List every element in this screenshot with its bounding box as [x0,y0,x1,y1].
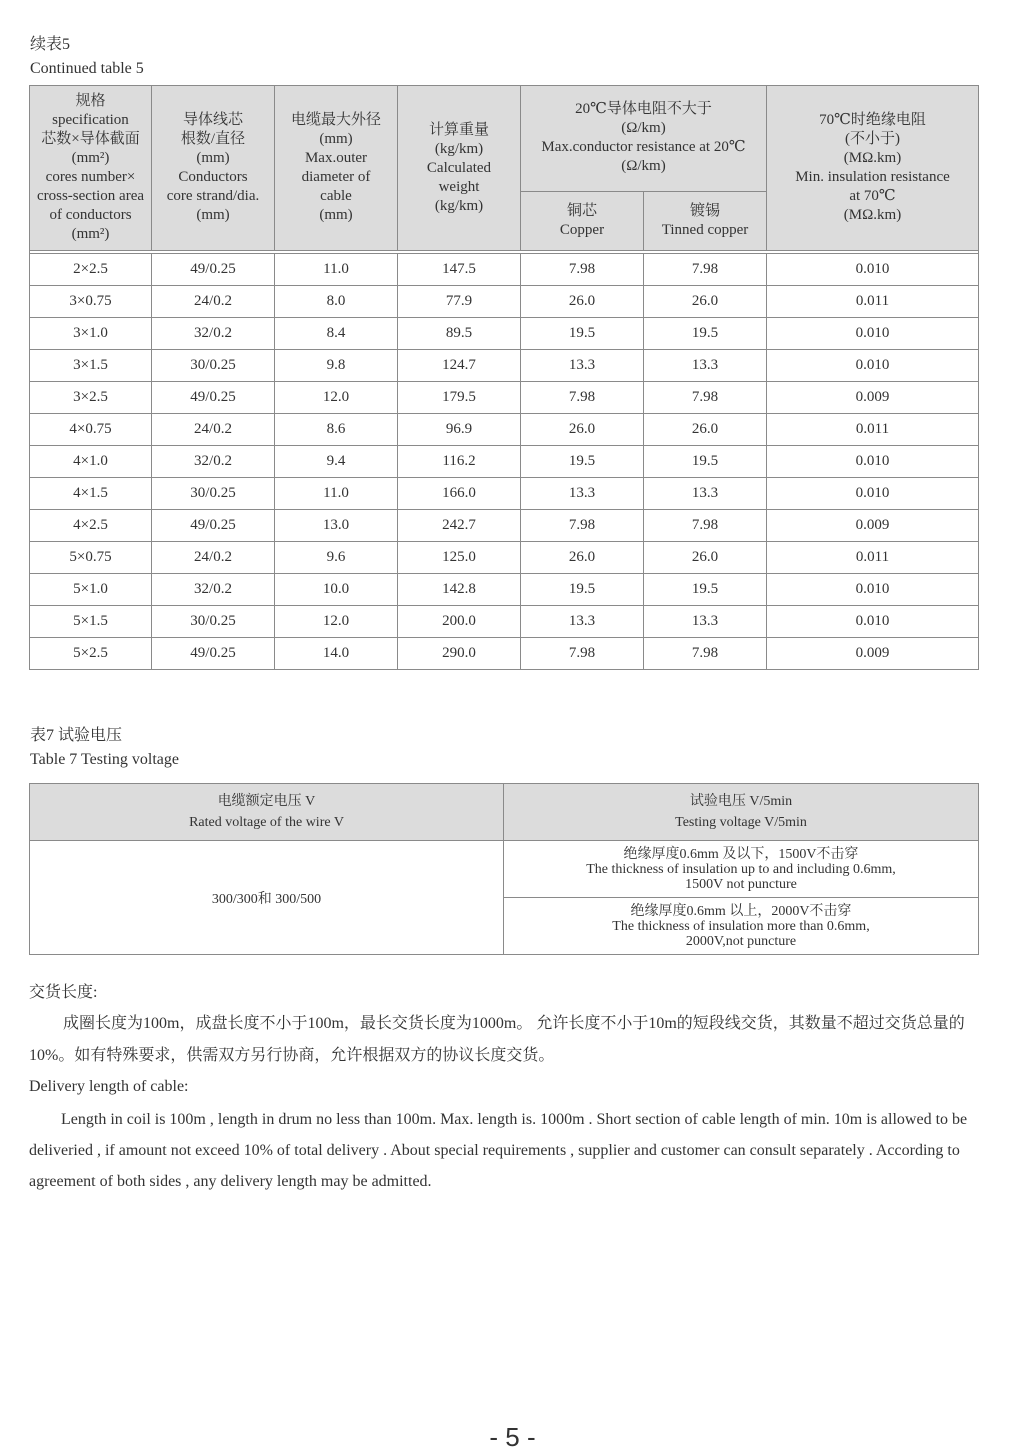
table-cell: 7.98 [521,510,644,542]
table-cell: 10.0 [275,574,398,606]
table-cell: 7.98 [644,510,767,542]
table-cell: 0.010 [767,606,979,638]
table5 [29,85,979,670]
table-cell: 0.009 [767,638,979,670]
table-cell: 13.0 [275,510,398,542]
table-cell: 3×2.5 [30,382,152,414]
table-cell: 7.98 [644,638,767,670]
table-row [30,350,979,382]
test-condition-2: 绝缘厚度0.6mm 以上，2000V不击穿 The thickness of insulation more than 0.6mm, 2000V,not puncture [504,898,979,955]
table-cell: 8.4 [275,318,398,350]
table-cell: 24/0.2 [152,414,275,446]
table-cell: 0.010 [767,446,979,478]
table-cell: 49/0.25 [152,382,275,414]
table5-body [30,251,979,670]
table-cell: 5×1.5 [30,606,152,638]
table-cell: 12.0 [275,382,398,414]
table-cell: 26.0 [644,414,767,446]
table-row [30,446,979,478]
table-cell: 26.0 [521,414,644,446]
table-cell: 26.0 [521,542,644,574]
table-cell: 13.3 [644,478,767,510]
table-row [30,414,979,446]
table-cell: 49/0.25 [152,254,275,286]
table-row [30,382,979,414]
table-cell: 30/0.25 [152,350,275,382]
table-cell: 19.5 [644,446,767,478]
header-rated-voltage: 电缆额定电压 V Rated voltage of the wire V [30,784,504,841]
table-cell: 0.011 [767,414,979,446]
delivery-heading-en: Delivery length of cable: [29,1078,189,1095]
table-cell: 9.6 [275,542,398,574]
table-cell: 9.4 [275,446,398,478]
table-cell: 0.010 [767,478,979,510]
table-cell: 166.0 [398,478,521,510]
table-cell: 19.5 [521,574,644,606]
table-cell: 200.0 [398,606,521,638]
table-cell: 4×1.0 [30,446,152,478]
table-cell: 0.010 [767,254,979,286]
table5-caption-zh: 续表5 [30,36,71,53]
page-number: - 5 - [489,1422,536,1452]
table-cell: 0.011 [767,286,979,318]
table-cell: 3×1.0 [30,318,152,350]
table-row [30,574,979,606]
table-cell: 13.3 [521,606,644,638]
table-cell: 7.98 [644,382,767,414]
table5-caption-en: Continued table 5 [30,60,144,77]
table-row [30,286,979,318]
table-cell: 96.9 [398,414,521,446]
table-cell: 290.0 [398,638,521,670]
table-cell: 3×0.75 [30,286,152,318]
table-cell: 19.5 [644,318,767,350]
table-cell: 13.3 [521,478,644,510]
table-row [30,254,979,286]
table-row [30,318,979,350]
table-cell: 5×1.0 [30,574,152,606]
table5-header [30,86,979,251]
table-cell: 142.8 [398,574,521,606]
table-cell: 242.7 [398,510,521,542]
table-cell: 26.0 [644,542,767,574]
table-cell: 13.3 [644,350,767,382]
table7-caption [30,724,179,772]
table-cell: 11.0 [275,478,398,510]
header-resistance: 20℃导体电阻不大于 (Ω/km) Max.conductor resistance at 20℃ (Ω/km) [521,86,767,192]
header-insulation: 70℃时绝缘电阻 (不小于) (MΩ.km) Min. insulation resistance at 70℃ (MΩ.km) [767,86,979,251]
header-strand: 导体线芯 根数/直径 (mm) Conductors core strand/dia. (mm) [152,86,275,251]
test-condition-1: 绝缘厚度0.6mm 及以下，1500V不击穿 The thickness of insulation up to and including 0.6mm, 1500V not puncture [504,841,979,898]
table-cell: 89.5 [398,318,521,350]
table-cell: 4×2.5 [30,510,152,542]
table-cell: 4×0.75 [30,414,152,446]
table-row [30,638,979,670]
table-cell: 8.0 [275,286,398,318]
table5-caption [30,34,144,82]
table-cell: 125.0 [398,542,521,574]
table-cell: 179.5 [398,382,521,414]
delivery-paragraph-zh: 成圈长度为100m，成盘长度不小于100m，最长交货长度为1000m。 允许长度不小于10m的短段线交货，其数量不超过交货总量的10%。如有特殊要求，供需双方另行协商，允许根据双方的协议长度交货。 [29,1015,965,1064]
header-copper: 铜芯 Copper [521,191,644,250]
table-cell: 30/0.25 [152,606,275,638]
table-cell: 0.010 [767,350,979,382]
table-cell: 19.5 [644,574,767,606]
table-cell: 9.8 [275,350,398,382]
table7-header [30,784,979,841]
table-cell: 0.010 [767,318,979,350]
table-cell: 32/0.2 [152,574,275,606]
table-row [30,606,979,638]
header-tinned-copper: 镀锡 Tinned copper [644,191,767,250]
table-cell: 19.5 [521,446,644,478]
table-cell: 7.98 [521,638,644,670]
table-row [30,542,979,574]
table-cell: 5×0.75 [30,542,152,574]
table7-caption-zh: 表7 试验电压 [30,727,123,744]
delivery-paragraph-en: Length in coil is 100m , length in drum no less than 100m. Max. length is. 1000m . Short section of cable length of min. 10m is allowed to be deliveried , if amount not exceed 10% of total delivery . About special requirements , supplier and customer can consult separately . According to agreement of both sides , any delivery length may be admitted. [29,1111,968,1190]
table-row [30,510,979,542]
table-cell: 49/0.25 [152,638,275,670]
table-cell: 13.3 [521,350,644,382]
table-cell: 19.5 [521,318,644,350]
table-cell: 7.98 [644,254,767,286]
table-cell: 24/0.2 [152,286,275,318]
header-testing-voltage: 试验电压 V/5min Testing voltage V/5min [504,784,979,841]
table-cell: 11.0 [275,254,398,286]
header-spec: 规格 specification 芯数×导体截面 (mm²) cores number× cross-section area of conductors (mm²) [30,86,152,251]
delivery-section [29,980,979,1197]
table-cell: 13.3 [644,606,767,638]
table-cell: 0.011 [767,542,979,574]
table-cell: 3×1.5 [30,350,152,382]
table7-row [30,841,979,898]
table7-caption-en: Table 7 Testing voltage [30,751,179,768]
table-cell: 30/0.25 [152,478,275,510]
table-cell: 32/0.2 [152,318,275,350]
table-cell: 24/0.2 [152,542,275,574]
table-cell: 4×1.5 [30,478,152,510]
table-row [30,478,979,510]
table-cell: 32/0.2 [152,446,275,478]
header-diameter: 电缆最大外径 (mm) Max.outer diameter of cable (mm) [275,86,398,251]
table-cell: 147.5 [398,254,521,286]
table-cell: 124.7 [398,350,521,382]
table-cell: 0.009 [767,510,979,542]
table-cell: 116.2 [398,446,521,478]
table-cell: 77.9 [398,286,521,318]
delivery-heading-zh: 交货长度: [29,984,98,1001]
table-cell: 0.009 [767,382,979,414]
table-cell: 26.0 [521,286,644,318]
table-cell: 0.010 [767,574,979,606]
table-cell: 7.98 [521,382,644,414]
table-cell: 12.0 [275,606,398,638]
table-cell: 14.0 [275,638,398,670]
table-cell: 8.6 [275,414,398,446]
rated-voltage-value: 300/300和 300/500 [30,841,504,955]
table-cell: 2×2.5 [30,254,152,286]
header-weight: 计算重量 (kg/km) Calculated weight (kg/km) [398,86,521,251]
table-cell: 26.0 [644,286,767,318]
table-cell: 5×2.5 [30,638,152,670]
table-cell: 49/0.25 [152,510,275,542]
table7 [29,783,979,955]
table-cell: 7.98 [521,254,644,286]
